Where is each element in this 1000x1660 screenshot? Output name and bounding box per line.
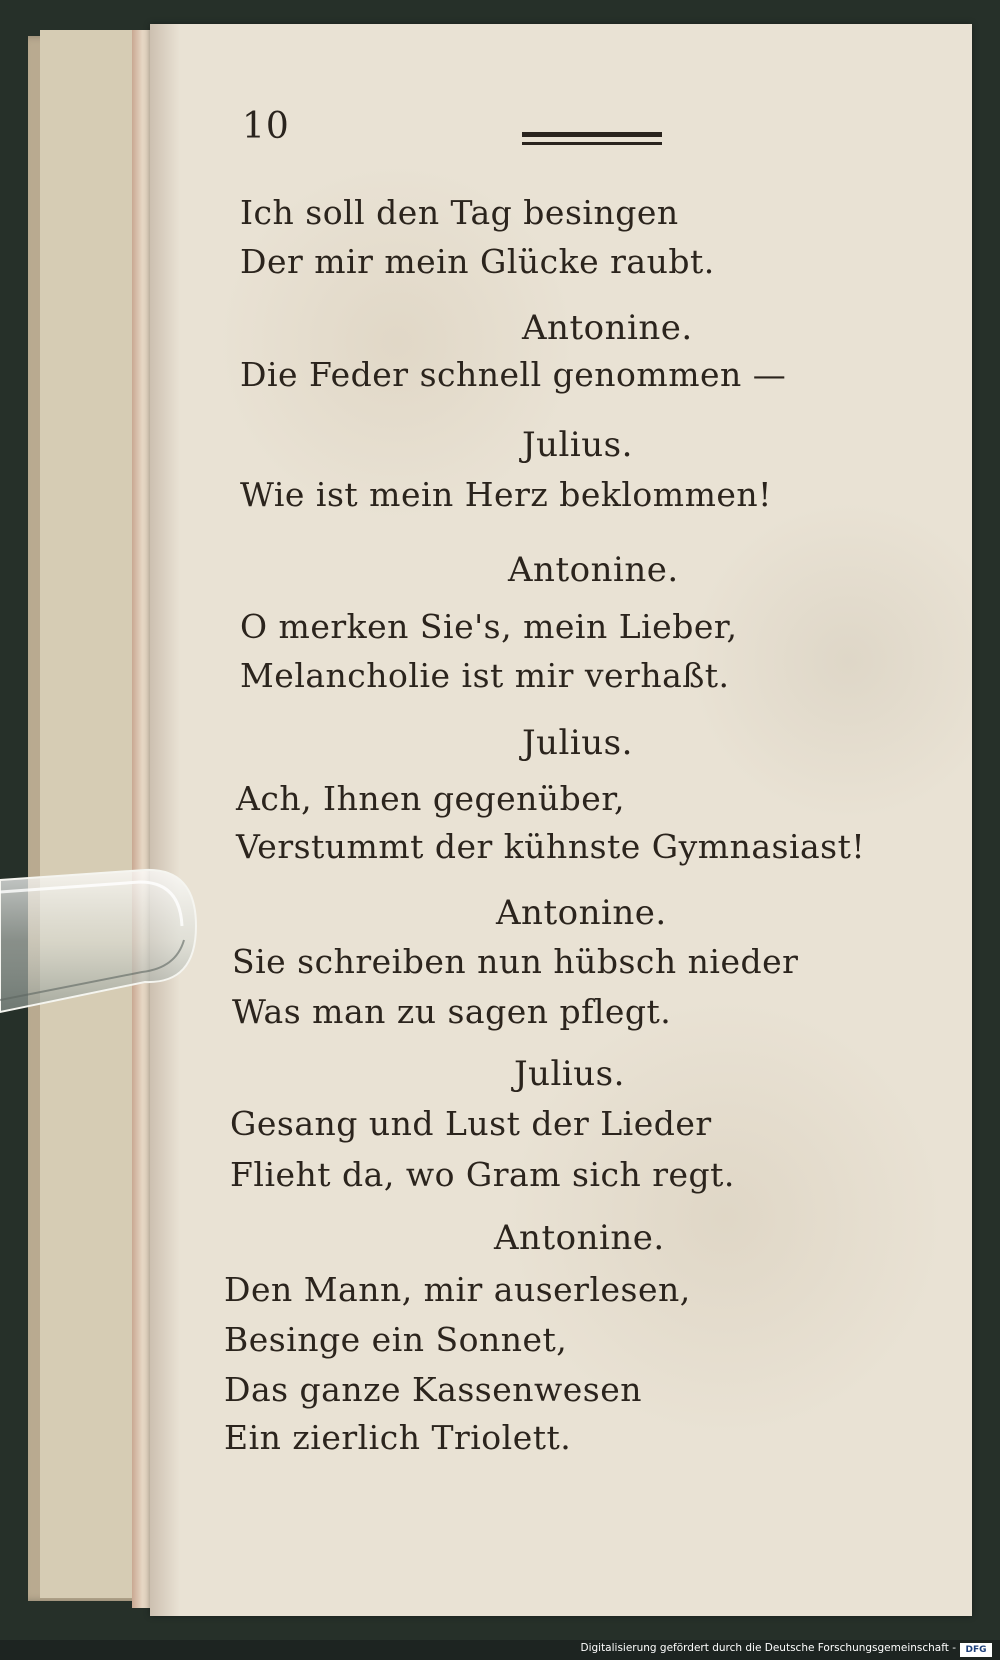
page-holder-clip: [0, 868, 200, 1014]
verse-line: Melancholie ist mir verhaßt.: [240, 656, 730, 695]
verse-line: Verstummt der kühnste Gymnasiast!: [236, 827, 866, 866]
verse-line: Ein zierlich Triolett.: [224, 1418, 572, 1457]
gutter-shadow: [150, 24, 180, 1616]
verse-line: Die Feder schnell genommen —: [240, 355, 787, 394]
header-rule-thick: [522, 132, 662, 137]
verse-line: Das ganze Kassenwesen: [224, 1370, 642, 1409]
verse-line: O merken Sie's, mein Lieber,: [240, 607, 738, 646]
speaker-name: Antonine.: [496, 893, 667, 933]
book-endpaper: [40, 30, 140, 1598]
verse-line: Ich soll den Tag besingen: [240, 193, 679, 232]
speaker-name: Antonine.: [494, 1218, 665, 1258]
funding-credit: Digitalisierung gefördert durch die Deutsche Forschungsgemeinschaft -: [580, 1642, 956, 1654]
speaker-name: Julius.: [522, 723, 633, 763]
speaker-name: Antonine.: [522, 308, 693, 348]
verse-line: Der mir mein Glücke raubt.: [240, 242, 715, 281]
verse-line: Wie ist mein Herz beklommen!: [240, 475, 772, 514]
speaker-name: Julius.: [514, 1054, 625, 1094]
verse-line: Sie schreiben nun hübsch nieder: [232, 942, 799, 981]
header-rule-thin: [522, 142, 662, 145]
verse-line: Gesang und Lust der Lieder: [230, 1104, 712, 1143]
speaker-name: Julius.: [522, 425, 633, 465]
verse-line: Besinge ein Sonnet,: [224, 1320, 568, 1359]
verse-line: Ach, Ihnen gegenüber,: [236, 779, 625, 818]
dfg-logo: DFG: [960, 1643, 992, 1657]
verse-line: Den Mann, mir auserlesen,: [224, 1270, 691, 1309]
verse-line: Was man zu sagen pflegt.: [232, 992, 672, 1031]
speaker-name: Antonine.: [508, 550, 679, 590]
page-number: 10: [242, 106, 290, 147]
verse-line: Flieht da, wo Gram sich regt.: [230, 1155, 735, 1194]
